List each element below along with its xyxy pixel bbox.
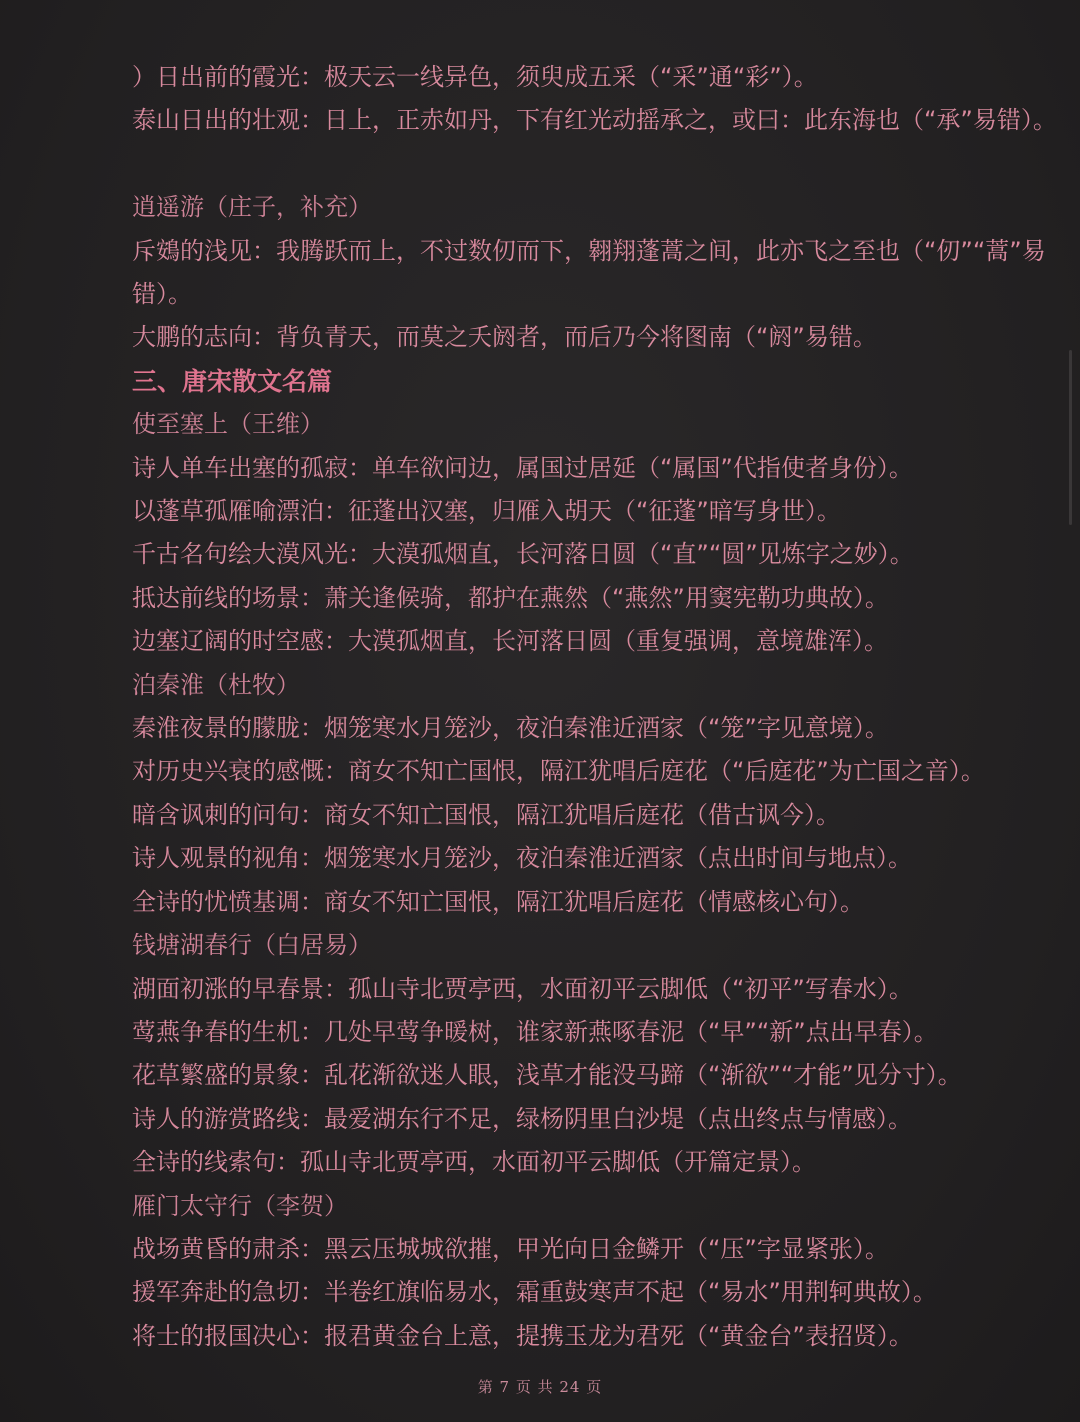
page-number: 第 7 页 共 24 页 <box>477 1378 603 1396</box>
text-line: 千古名句绘大漠风光：大漠孤烟直，长河落日圆（“直”“圆”见炼字之妙）。 <box>132 540 914 569</box>
poem-title: 使至塞上（王维） <box>132 410 324 439</box>
text-line: 战场黄昏的肃杀：黑云压城城欲摧，甲光向日金鳞开（“压”字显紧张）。 <box>132 1234 889 1263</box>
text-line: 以蓬草孤雁喻漂泊：征蓬出汉塞，归雁入胡天（“征蓬”暗写身世）。 <box>132 497 841 526</box>
text-line: 秦淮夜景的朦胧：烟笼寒水月笼沙，夜泊秦淮近酒家（“笼”字见意境）。 <box>132 714 889 743</box>
section-heading: 三、唐宋散文名篇 <box>132 366 333 396</box>
text-line: 诗人单车出塞的孤寂：单车欲问边，属国过居延（“属国”代指使者身份）。 <box>132 453 913 482</box>
text-line: 花草繁盛的景象：乱花渐欲迷人眼，浅草才能没马蹄（“渐欲”“才能”见分寸）。 <box>132 1061 962 1090</box>
text-line: 边塞辽阔的时空感：大漠孤烟直，长河落日圆（重复强调，意境雄浑）。 <box>132 627 888 656</box>
text-line: 将士的报国决心：报君黄金台上意，提携玉龙为君死（“黄金台”表招贤）。 <box>132 1321 913 1350</box>
text-line: 对历史兴衰的感慨：商女不知亡国恨，隔江犹唱后庭花（“后庭花”为亡国之音）。 <box>132 757 985 786</box>
poem-title: 雁门太守行（李贺） <box>132 1191 348 1220</box>
text-line: 援军奔赴的急切：半卷红旗临易水，霜重鼓寒声不起（“易水”用荆轲典故）。 <box>132 1278 937 1307</box>
text-line: 斥鴳的浅见：我腾跃而上，不过数仞而下，翱翔蓬蒿之间，此亦飞之至也（“仞”“蒿”易错）。 <box>132 236 1046 309</box>
text-line: 抵达前线的场景：萧关逢候骑，都护在燕然（“燕然”用窦宪勒功典故）。 <box>132 583 889 612</box>
poem-title: 泊秦淮（杜牧） <box>132 670 300 699</box>
text-line: 莺燕争春的生机：几处早莺争暖树，谁家新燕啄春泥（“早”“新”点出早春）。 <box>132 1017 938 1046</box>
text-line: 诗人的游赏路线：最爱湖东行不足，绿杨阴里白沙堤（点出终点与情感）。 <box>132 1104 912 1133</box>
text-line: 暗含讽刺的问句：商女不知亡国恨，隔江犹唱后庭花（借古讽今）。 <box>132 800 840 829</box>
text-line: ）日出前的霞光：极天云一线异色，须臾成五采（“采”通“彩”）。 <box>132 63 818 91</box>
poem-title: 钱塘湖春行（白居易） <box>132 931 372 960</box>
text-line: 全诗的线索句：孤山寺北贾亭西，水面初平云脚低（开篇定景）。 <box>132 1148 816 1177</box>
text-line: 湖面初涨的早春景：孤山寺北贾亭西，水面初平云脚低（“初平”写春水）。 <box>132 974 913 1003</box>
text-line: 全诗的忧愤基调：商女不知亡国恨，隔江犹唱后庭花（情感核心句）。 <box>132 887 864 916</box>
poem-title: 逍遥游（庄子，补充） <box>132 193 372 222</box>
scrollbar[interactable] <box>1069 350 1072 525</box>
document-body <box>132 56 1067 1358</box>
text-line: 泰山日出的壮观：日上，正赤如丹，下有红光动摇承之，或曰：此东海也（“承”易错）。 <box>132 106 1057 135</box>
text-line: 大鹏的志向：背负青天，而莫之夭阏者，而后乃今将图南（“阏”易错。 <box>132 323 877 352</box>
text-line: 诗人观景的视角：烟笼寒水月笼沙，夜泊秦淮近酒家（点出时间与地点）。 <box>132 844 912 873</box>
